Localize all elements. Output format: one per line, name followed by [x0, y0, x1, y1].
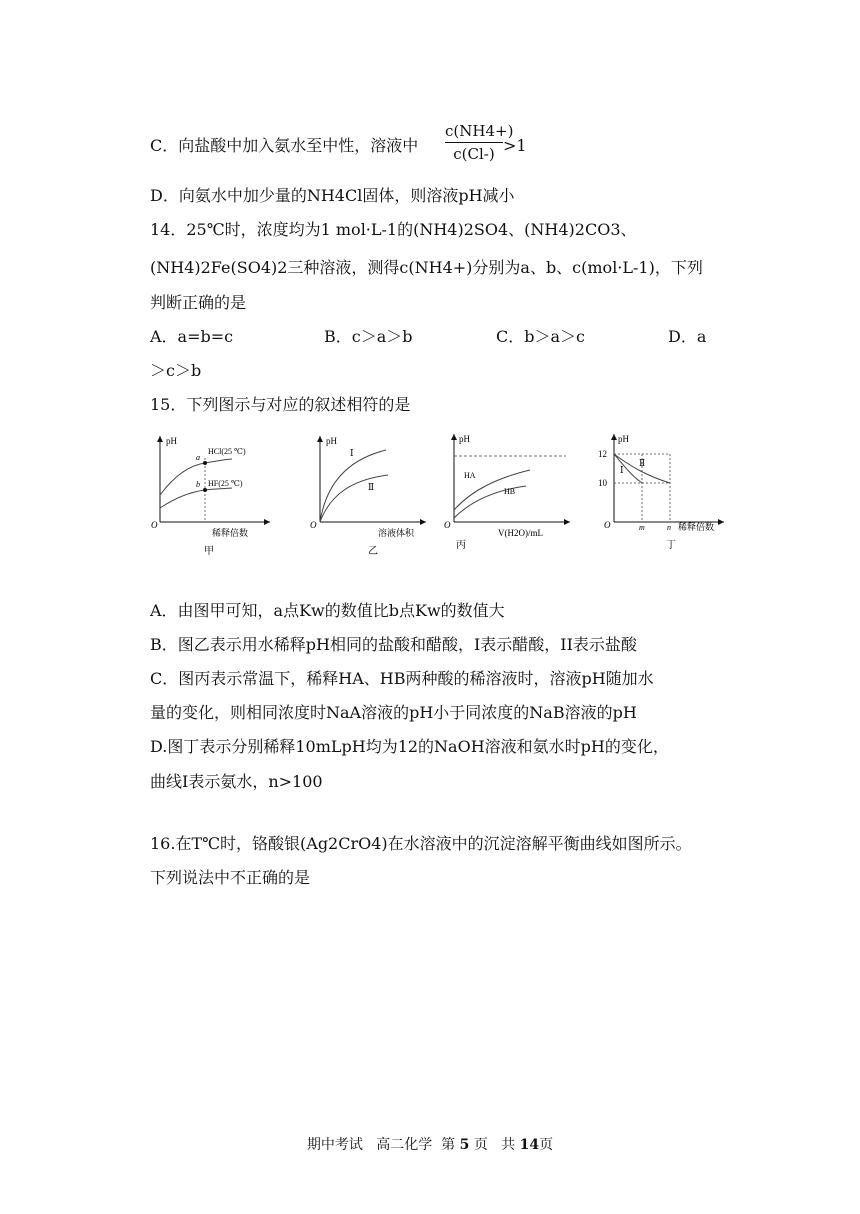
q14-option-a: A．a=b=c: [150, 327, 234, 346]
figure-jia-origin: O: [151, 520, 158, 530]
footer-page-unit: 页: [473, 1137, 488, 1153]
footer-total-label: 共: [501, 1137, 516, 1153]
figure-ding-xtick-m: m: [639, 523, 645, 532]
figure-yi-ylabel: pH: [326, 436, 337, 446]
figure-yi-xlabel: 溶液体积: [378, 528, 415, 538]
q15-option-d-line-2: 曲线I表示氨水，n>100: [150, 772, 323, 791]
figure-yi-origin: O: [310, 520, 317, 530]
figure-jia-curve-hf: HF(25 ℃): [208, 479, 243, 488]
figure-bing-origin: O: [444, 520, 451, 530]
figure-jia-caption: 甲: [204, 546, 214, 557]
figure-bing-curve-hb: HB: [504, 487, 516, 496]
page-footer: [0, 1134, 860, 1154]
footer-total-pages: 14: [519, 1137, 540, 1153]
q14-stem-line-3: 判断正确的是: [150, 293, 247, 312]
figure-ding-xlabel: 稀释倍数: [678, 522, 715, 532]
figure-bing-caption: 丙: [456, 540, 466, 551]
q15-option-c-line-2: 量的变化，则相同浓度时NaA溶液的pH小于同浓度的NaB溶液的pH: [150, 703, 637, 722]
footer-total-unit: 页: [539, 1137, 554, 1153]
footer-subject: 高二化学: [376, 1137, 433, 1153]
figure-yi-curve-1: Ⅰ: [350, 448, 354, 458]
figure-bing-svg: [442, 430, 582, 560]
footer-exam: 期中考试: [306, 1137, 363, 1153]
figure-ding-ytick-10: 10: [598, 478, 607, 488]
figure-jia-point-b: b: [196, 480, 200, 489]
figure-bing-curve-ha: HA: [464, 471, 476, 480]
figure-bing-xlabel: V(H2O)/mL: [498, 528, 543, 538]
q15-option-b: B．图乙表示用水稀释pH相同的盐酸和醋酸，I表示醋酸，II表示盐酸: [150, 635, 637, 654]
q13-c-suffix: >1: [503, 136, 527, 155]
q13-c-prefix: C．向盐酸中加入氨水至中性，溶液中: [150, 136, 419, 155]
q14-option-d: D．a: [668, 327, 707, 346]
q13-option-d: D．向氨水中加少量的NH4Cl固体，则溶液pH减小: [150, 186, 515, 205]
q15-stem: 15．下列图示与对应的叙述相符的是: [150, 395, 411, 414]
figure-ding-curve-2: Ⅱ: [639, 458, 646, 468]
figure-yi-curve-2: Ⅱ: [368, 482, 375, 492]
fraction-numerator: c(NH4+): [445, 122, 503, 143]
q16-stem-line-2: 下列说法中不正确的是: [150, 868, 311, 887]
fraction-denominator: c(Cl-): [453, 145, 495, 163]
q15-option-d-line-1: D.图丁表示分别稀释10mLpH均为12的NaOH溶液和氨水时pH的变化，: [150, 737, 669, 756]
figure-ding-svg: [592, 430, 732, 560]
figure-yi: [306, 430, 436, 560]
figure-jia-curve-hcl: HCl(25 ℃): [208, 447, 246, 456]
q16-stem-line-1: 16.在T℃时，铬酸银(Ag2CrO4)在水溶液中的沉淀溶解平衡曲线如图所示。: [150, 834, 692, 853]
footer-page-label: 第: [441, 1137, 456, 1153]
q14-option-b: B．c＞a＞b: [324, 327, 413, 346]
figure-ding-xtick-n: n: [667, 523, 671, 532]
figure-yi-caption: 乙: [368, 546, 378, 557]
q14-stem-line-2: (NH4)2Fe(SO4)2三种溶液，测得c(NH4+)分别为a、b、c(mol·L-1)，下列: [150, 258, 703, 277]
figure-ding-origin: O: [604, 520, 611, 530]
q15-option-a: A．由图甲可知，a点Kw的数值比b点Kw的数值大: [150, 601, 505, 620]
figure-jia: [150, 430, 280, 560]
q14-option-d-continued: ＞c＞b: [150, 361, 202, 380]
q13-option-c: [150, 136, 418, 156]
figure-jia-xlabel: 稀释倍数: [212, 528, 249, 538]
q14-stem-line-1: 14．25℃时，浓度均为1 mol·L-1的(NH4)2SO4、(NH4)2CO3、: [150, 220, 637, 239]
q13-c-fraction: [445, 122, 514, 163]
figure-yi-svg: [306, 430, 436, 560]
figure-ding-ylabel: pH: [618, 434, 629, 444]
figure-ding-curve-1: Ⅰ: [620, 465, 624, 475]
figure-bing-ylabel: pH: [459, 434, 470, 444]
footer-page-number: 5: [459, 1137, 470, 1153]
figure-ding: [592, 430, 732, 560]
figure-jia-point-a: a: [196, 453, 200, 462]
figure-jia-svg: [150, 430, 280, 560]
q14-option-c: C．b＞a＞c: [496, 327, 585, 346]
figure-bing: [442, 430, 582, 560]
figure-jia-ylabel: pH: [166, 436, 177, 446]
q15-option-c-line-1: C．图丙表示常温下，稀释HA、HB两种酸的稀溶液时，溶液pH随加水: [150, 669, 654, 688]
figure-ding-caption: 丁: [666, 540, 676, 551]
figure-ding-ytick-12: 12: [598, 449, 607, 459]
